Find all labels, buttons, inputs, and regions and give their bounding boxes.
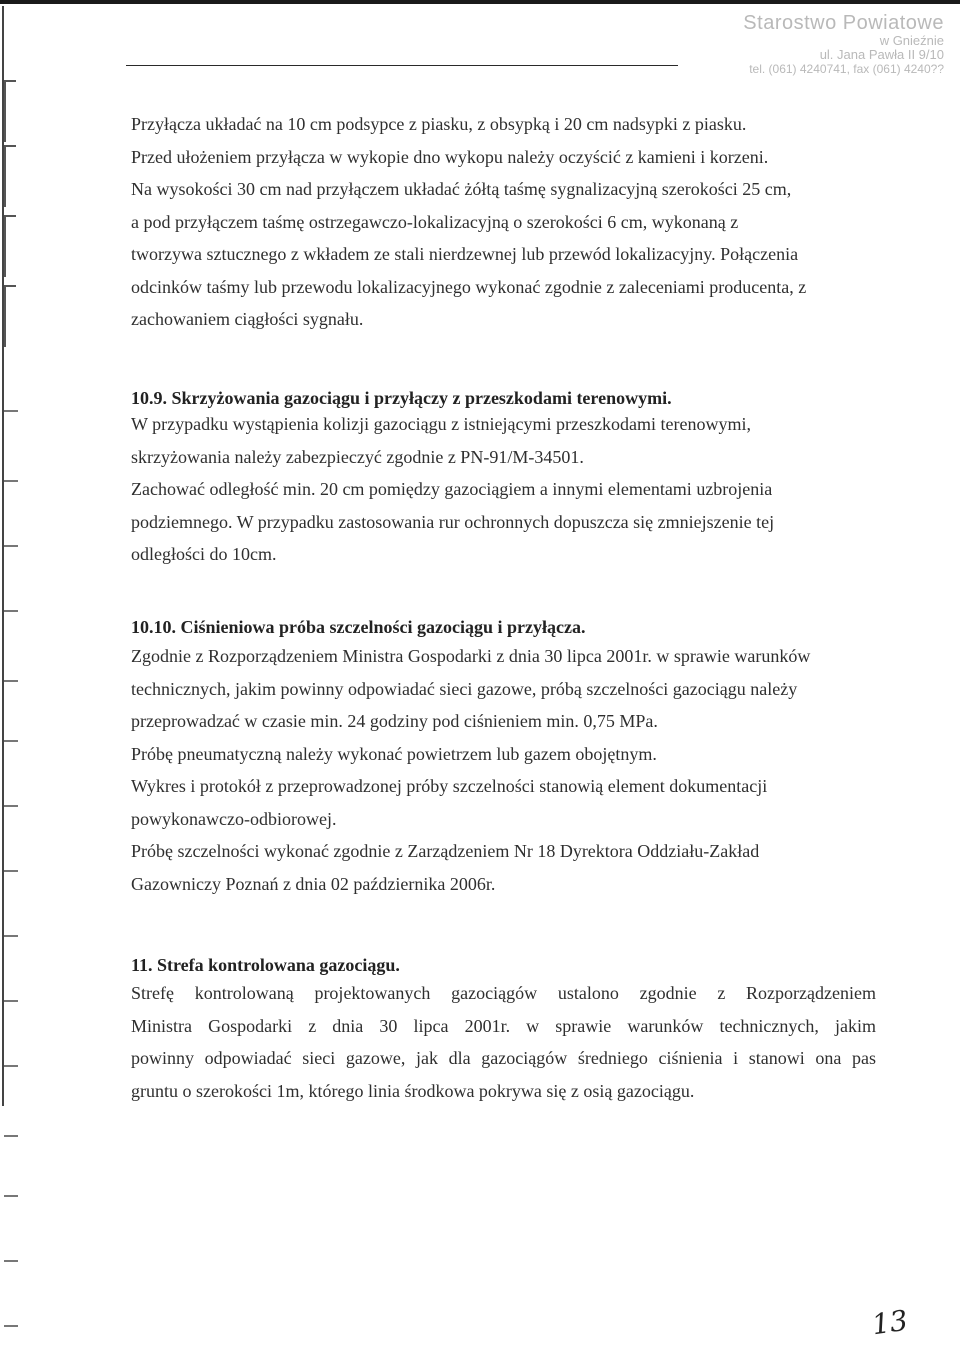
- text-line: powinny odpowiadać sieci gazowe, jak dla gazociągów średniego ciśnienia i stanowi ona pas: [131, 1048, 876, 1068]
- stamp-phone: tel. (061) 4240741, fax (061) 4240??: [749, 61, 944, 76]
- text-line: zachowaniem ciągłości sygnału.: [131, 309, 364, 329]
- text-line: Próbę pneumatyczną należy wykonać powietrzem lub gazem obojętnym.: [131, 743, 657, 764]
- margin-tick: [4, 870, 18, 872]
- stamp-city: w Gnieźnie: [879, 33, 944, 48]
- punch-hole-bracket: [4, 80, 16, 142]
- text-line: W przypadku wystąpienia kolizji gazociągu z istniejącymi przeszkodami terenowymi,: [131, 414, 751, 434]
- margin-tick: [4, 680, 18, 682]
- section-10-10-body: [131, 640, 876, 900]
- margin-tick: [4, 410, 18, 412]
- text-line: Gazowniczy Poznań z dnia 02 października 2006r.: [131, 873, 496, 894]
- text-line: Próbę szczelności wykonać zgodnie z Zarządzeniem Nr 18 Dyrektora Oddziału-Zakład: [131, 841, 760, 861]
- text-line: Zgodnie z Rozporządzeniem Ministra Gospodarki z dnia 30 lipca 2001r. w sprawie warunków: [131, 646, 811, 666]
- text-line: skrzyżowania należy zabezpieczyć zgodnie z PN-91/M-34501.: [131, 446, 584, 467]
- margin-tick: [4, 740, 18, 742]
- text-line: Wykres i protokół z przeprowadzonej próby szczelności stanowią element dokumentacji: [131, 776, 768, 796]
- stamp-office-name: Starostwo Powiatowe: [743, 12, 944, 34]
- text-line: podziemnego. W przypadku zastosowania rur ochronnych dopuszcza się zmniejszenie tej: [131, 511, 775, 532]
- margin-tick: [4, 1260, 18, 1262]
- text-line: tworzywa sztucznego z wkładem ze stali nierdzewnej lub przewód lokalizacyjny. Połączenia: [131, 244, 799, 264]
- text-line: odcinków taśmy lub przewodu lokalizacyjnego wykonać zgodnie z zaleceniami producenta, z: [131, 276, 807, 297]
- section-10-9-body: [131, 408, 876, 571]
- text-line: Na wysokości 30 cm nad przyłączem układać żółtą taśmę sygnalizacyjną szerokości 25 cm,: [131, 179, 792, 199]
- margin-tick: [4, 805, 18, 807]
- text-line: Przed ułożeniem przyłącza w wykopie dno wykopu należy oczyścić z kamieni i korzeni.: [131, 146, 769, 167]
- intro-paragraph: [131, 108, 876, 336]
- text-line: odległości do 10cm.: [131, 544, 277, 564]
- text-line: Strefę kontrolowaną projektowanych gazociągów ustalono zgodnie z Rozporządzeniem: [131, 983, 876, 1003]
- text-line: Przyłącza układać na 10 cm podsypce z piasku, z obsypką i 20 cm nadsypki z piasku.: [131, 114, 747, 134]
- text-line: a pod przyłączem taśmę ostrzegawczo-lokalizacyjną o szerokości 6 cm, wykonaną z: [131, 211, 739, 232]
- text-line: gruntu o szerokości 1m, którego linia środkowa pokrywa się z osią gazociągu.: [131, 1080, 695, 1101]
- section-heading-10-9: 10.9. Skrzyżowania gazociągu i przyłączy z przeszkodami terenowymi.: [131, 388, 672, 408]
- scan-top-border: [0, 0, 960, 4]
- margin-tick: [4, 610, 18, 612]
- margin-tick: [4, 1135, 18, 1137]
- stamp-street: ul. Jana Pawła II 9/10: [819, 47, 944, 63]
- header-rule: [126, 65, 678, 66]
- margin-tick: [4, 480, 18, 482]
- punch-hole-bracket: [4, 285, 16, 347]
- section-heading-10-10: 10.10. Ciśnieniowa próba szczelności gazociągu i przyłącza.: [131, 617, 586, 637]
- margin-tick: [4, 935, 18, 937]
- section-heading-11: 11. Strefa kontrolowana gazociągu.: [131, 955, 400, 975]
- text-line: Zachować odległość min. 20 cm pomiędzy gazociągiem a innymi elementami uzbrojenia: [131, 479, 773, 499]
- margin-tick: [4, 1000, 18, 1002]
- margin-tick: [4, 1195, 18, 1197]
- text-line: powykonawczo-odbiorowej.: [131, 808, 337, 829]
- margin-tick: [4, 1065, 18, 1067]
- margin-tick: [4, 545, 18, 547]
- punch-hole-bracket: [4, 215, 16, 277]
- handwritten-page-number: 13: [869, 1303, 910, 1342]
- margin-tick: [4, 1325, 18, 1327]
- text-line: przeprowadzać w czasie min. 24 godziny pod ciśnieniem min. 0,75 MPa.: [131, 711, 658, 731]
- punch-hole-bracket: [4, 145, 16, 207]
- text-line: Ministra Gospodarki z dnia 30 lipca 2001r. w sprawie warunków technicznych, jakim: [131, 1015, 876, 1036]
- office-stamp: [624, 12, 944, 76]
- text-line: technicznych, jakim powinny odpowiadać sieci gazowe, próbą szczelności gazociągu należy: [131, 678, 798, 699]
- section-11-body: [131, 977, 876, 1107]
